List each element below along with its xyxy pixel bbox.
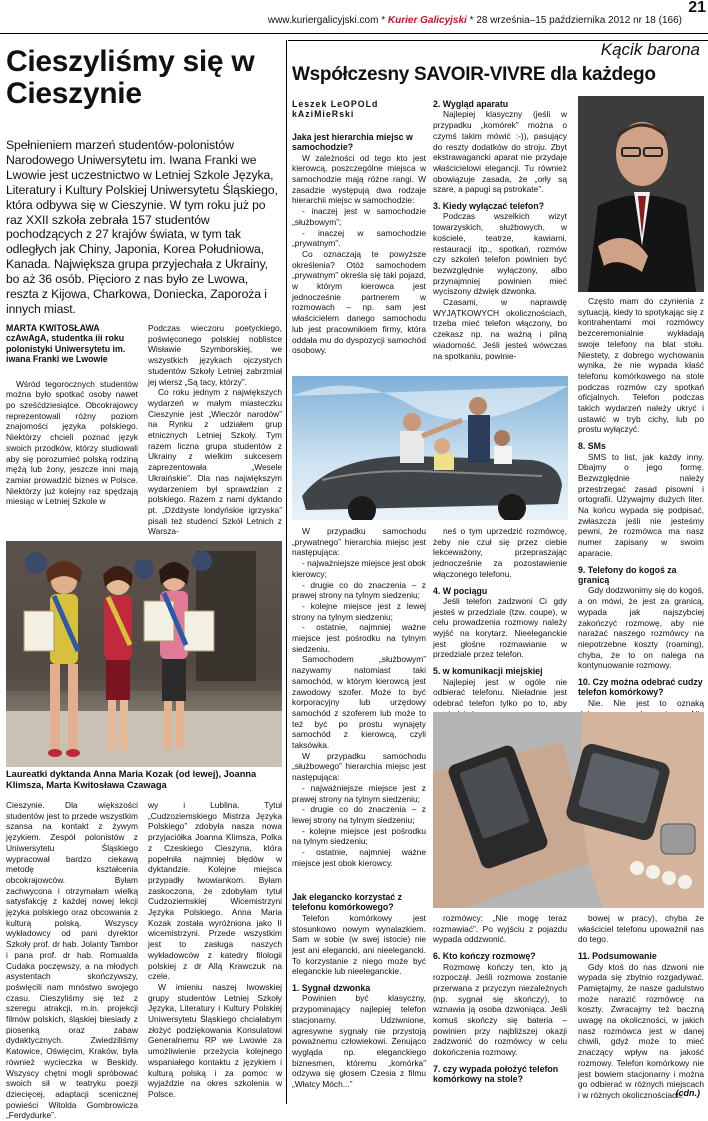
left-col2: [148, 323, 282, 537]
paragraph: Często mam do czynienia z sytuacją, kiedy to spotykając się z kontrahentami moi rozmówcy bezceremonialnie wykładają swoje telefony na blat stołu. Niestety, z dobrego wychowania wynika, że nie wypada kłaść telefonu komórkowego na stole podczas rozmów czy spotkań oficjalnych. Telefon podczas takich wydarzeń należy ukryć i ustawić w tryb cichy, lub po prostu wyłączyć.: [578, 296, 704, 435]
paragraph: Jeśli telefon zadzwoni Ci gdy jesteś w przedziale (tzw. coupe), w celu prowadzenia rozmowy należy wyjść na korytarz. Nieeleganckie jest głośne rozmawianie w przedziale przez telefon.: [433, 595, 567, 660]
paragraph: - kolejne miejsce jest pośrodku na tylnym siedzeniu;: [292, 825, 426, 847]
paragraph: Podczas wszelkich wizyt towarzyskich, służbowych, w kościele, teatrze, kawiarni, restauracji itp., spotkań, rozmów czy szkoleń telefon powinien być bezwzględnie wyłączony, albo przynajmniej powinien mieć wyciszony dźwięk dzwonka.: [433, 211, 567, 297]
paragraph: bowej w pracy), chyba że właściciel telefonu upoważnił nas do tego.: [578, 913, 704, 945]
subheading: 7. czy wypada położyć telefon komórkowy na stole?: [433, 1063, 559, 1085]
portrait-illustration: [578, 96, 704, 292]
left-col1-bottom: [6, 800, 138, 1121]
paragraph: Czasami, w naprawdę WYJĄTKOWYCH okolicznościach, trzeba mieć telefon włączony, bo czekasz np. na ważną i pilną wiadomość. Jeśli jesteś wówczas na spotkaniu, powinie-: [433, 297, 567, 361]
right-colA-top: [292, 99, 426, 356]
subheading: 3. Kiedy wyłączać telefon?: [433, 201, 544, 212]
paragraph: - najważniejsze miejsce jest obok kierowcy;: [292, 558, 426, 579]
paragraph: - drugie co do znaczenia – z prawej strony na tylnym siedzeniu;: [292, 579, 426, 601]
paragraph: neś o tym uprzedzić rozmówcę, żeby nie czuł się przez ciebie lekceważony, przepraszając jednocześnie za pozostawienie włączonego telefonu.: [433, 526, 567, 579]
running-header: [268, 15, 682, 26]
right-colB-mid: [433, 526, 567, 719]
paragraph: Najlepiej klasyczny (jeśli w przypadku „komórek” można o czymś takim mówić :-)), pasujący do reszty dodatków do stroju. Zbyt ekstrawagancki aparat nie przydaje właścicielowi elegancji. Tu również obowiązuje zasada, że „orły są szare, a papugi są pstrokate”.: [433, 109, 567, 195]
paragraph: - drugie co do znaczenia – z lewej strony na tylnym siedzeniu;: [292, 804, 426, 825]
author-name: MARTA KWITOSŁAWA: [6, 323, 100, 333]
paragraph: W przypadku samochodu „prywatnego” hierarchia miejsc jest następująca:: [292, 526, 426, 558]
subheading: 1. Sygnał dzwonka: [292, 983, 371, 994]
right-colB-bottom: [433, 913, 567, 1085]
subheading: 8. SMs: [578, 441, 606, 452]
sep: *: [381, 15, 386, 26]
subheading: 10. Czy można odebrać cudzy telefon komórkowy?: [578, 677, 703, 698]
students-photo: [6, 541, 282, 767]
paragraph: Gdy dodzwonimy się do kogoś, a on mówi, że jest za granicą, wypada jak najszybciej zakończyć rozmowę, aby nie narażać naszego rozmówcy na niepotrzebne koszty (roaming), chyba, że to on nalega na kontynuowanie rozmowy.: [578, 585, 704, 671]
paragraph: Nie. Nie jest to oznaką: [588, 697, 704, 708]
left-col1: [6, 323, 138, 507]
subheading: 4. W pociągu: [433, 585, 488, 596]
paragraph: - najważniejsze miejsce jest z prawej strony na tylnym siedzeniu;: [292, 782, 426, 804]
car-photo: [292, 376, 568, 520]
author-role: czAwAgA, studentka iii roku polonistyki Uniwersytetu im. iwana Franki we Lwowie: [6, 333, 126, 365]
paragraph: W zależności od tego kto jest kierowcą, poszczególne miejsca w samochodzie mają różne rangi. W zasadzie występują dwa rodzaje hierarchii miejsc w samochodzie:: [292, 152, 426, 206]
paragraph: Rozmowę kończy ten, kto ją rozpoczął. Jeśli rozmowa zostanie przerwana z przyczyn niezależnych (np. sygnał się skończy), to wznawia ją osoba dzwoniąca. Jeśli komuś skończy się bateria – powinien przy najbliższej okazji zadzwonić do rozmówcy w celu dokończenia rozmowy.: [433, 961, 567, 1058]
paper-name: Kurier Galicyjski: [387, 15, 467, 26]
paragraph: Gdy ktoś do nas dzwoni nie wypada się zbytnio rozgadywać. Pamiętajmy, że nasze gadulstwo może narazić rozmówcę na koszty. Zwracajmy też baczną uwagę na okoliczności, w jakich nasz rozmówca jest w danej chwili, gdyż może to mieć znaczący wpływ na jakość rozmowy. Telefon komórkowy nie jest bowiem stacjonarny i można go odbierać w różnych miejscach i w różnych okolicznościach.: [578, 961, 704, 1100]
right-headline: Współczesny SAVOIR-VIVRE dla każdego: [292, 64, 656, 85]
paragraph: - inaczej jest w samochodzie „służbowym”;: [292, 206, 426, 227]
author-1: Leszek LeOPOLd: [292, 99, 379, 109]
left-col2-bottom: [148, 800, 282, 1100]
right-colB-top: [433, 99, 567, 361]
paragraph: - ostatnie, najmniej ważne miejsce jest obok kierowcy.: [292, 847, 426, 868]
column-divider: [286, 40, 287, 1104]
page-number: 21: [688, 0, 706, 16]
site-url: www.kuriergalicyjski.com: [267, 15, 379, 26]
paragraph: Powinien być klasyczny, przypominający najlepiej telefon stacjonarny. Udziwnione, agresywne sygnały nie przystoją poważnemu człowiekowi. Żenująco wygląda np. eleganckiego biznesmen, któremu „komórka” odzywa się głosem Czesia z filmu „Włatcy Móch...”: [292, 993, 426, 1090]
section-label: Kącik barona: [600, 40, 700, 59]
paragraph: Wśród tegorocznych studentów można było spotkać osoby nawet po sześćdziesiątce. Obcokrajowcy reprezentowali różny poziom znajomości języka polskiego. Niektórzy chcieli poznać język swoich przodków, którzy studiowali aby się porozumieć polską rodziną mężą lub żony, jeszcze inni mają zamiar prowadzić biznes w Polsce. Niektórzy już kolejny raz spędzają miesiąc w Letniej Szkole w: [6, 378, 138, 507]
header-rule: [0, 33, 708, 34]
paragraph: Samochodem „służbowym” nazywamy natomiast taki samochód, w którym kierowcą jest zawodowy szofer. Może to być korporacyjny lub urzędowy samochód z szoferem lub może to też być po prostu wynajęty samochód z kierowcą, czyli taksówka.: [292, 654, 426, 751]
paragraph: Cieszynie. Dla większości studentów jest to przede wszystkim szansa na kontakt z żywym językiem. Zespół polonistów z Uniwersytetu Śląskiego wypracował bardzo ciekawą metodę kształcenia obcokrajowców. Byłam zachwycona i otrzymałam wielką satysfakcję z każdej nowej lekcji języka polskiego oraz obcowania z kulturą polską. Wszyscy wykładowcy od pani dyrektor Szkoły prof. dr hab. Jolanty Tambor i pana prof. dr hab. Romualda Cudaka poczęwszy, a na młodych asystentach skończywszy, poświęcili nam mnóstwo swojego czasu. Cieszyliśmy się też z szeregu atrakcji, m.in. projekcji filmów polskich, śląskiej biesiady z piosenką oraz zabaw dydaktycznych. Zwiedziliśmy Katowice, Oświęcim, Kraków, była również wycieczka w Beskidy. Wszyscy chętni mogli spróbować swoich sił w teatryku poezji dziecięcej, adaptacji scenicznej powieści Witolda Gombrowicza „Ferdydurke”.: [6, 800, 138, 1121]
paragraph: wy i Lublina. Tytuł „Cudzoziemskiego Mistrza Języka Polskiego” zdobyła nasza nowa przyjaciółka Joanna Klimsza, Polka z Czeskiego Cieszyna, która popełniła najmniej błędów w dyktandzie. Kolejne miejsca przypadły lwowiankom. Byłam zaskoczona, że zdobyłam tytuł Cudzoziemskiej Wicemistrzyni Języka Polskiego. Anna Maria Kozak została wyróżniona jako II wicemistrzyni. Przede wszystkim jest to zasługa naszych wykładowców z katedry filologii polskiej z dr Allą Krawczuk na czele.: [148, 800, 282, 982]
issue-info: 28 września–15 października 2012 nr 18 (166): [476, 15, 682, 26]
left-headline: Cieszyliśmy się w Cieszynie: [6, 45, 255, 110]
right-colC-bottom: [578, 913, 704, 1101]
right-colC: [578, 296, 704, 741]
paragraph: Telefon komórkowy jest stosunkowo nowym wynalazkiem. Sam w sobie (w swej istocie) nie jest ani elegancki, ani nieelegancki. To korzystanie z niego może być eleganckie lub nieeleganckie.: [292, 912, 426, 977]
paragraph: - inaczej w samochodzie „prywatnym”.: [292, 227, 426, 249]
sep: *: [469, 15, 474, 26]
paragraph: rozmówcy: „Nie mogę teraz rozmawiać”. Po wyjściu z pojazdu wypada oddzwonić.: [433, 913, 567, 945]
right-colA-mid: [292, 526, 426, 869]
subheading: 11. Podsumowanie: [578, 951, 657, 962]
phones-photo: [433, 712, 704, 908]
subheading: Jaka jest hierarchia miejsc w samochodzie?: [292, 131, 413, 153]
subheading: 2. Wygląd aparatu: [433, 99, 509, 109]
students-illustration: [6, 541, 282, 767]
right-colA-bottom: [292, 892, 426, 1090]
subheading: 6. Kto kończy rozmowę?: [433, 951, 536, 962]
paragraph: SMS to list, jak każdy inny. Dbajmy o jego formę. Bezwzględnie należy przestrzegać zasad pisowni i ortografii. Używajmy dużych liter. Na końcu wypada się podpisać, zwłaszcza jeśli nie jesteśmy pewni, że rozmówca ma nasz numer zapisany w swoim aparacie.: [578, 451, 704, 558]
subheading: 5. w komunikacji miejskiej: [433, 666, 543, 677]
continued-note: (cdn.): [675, 1088, 700, 1098]
subheading: 9. Telefony do kogoś za granicą: [578, 564, 677, 585]
phones-illustration: [433, 712, 704, 908]
left-lead: Spełnieniem marzeń studentów-polonistów Narodowego Uniwersytetu im. Iwana Franki we Lwowie jest uczestnictwo w Letniej Szkole Języka, Literatury i Kultury Polskiej Uniwersytetu Śląskiego, która odbywa się w Cieszynie. W tym roku już po raz XXII szkoła zebrała 157 studentów pochodzących z 27 krajów świata, w tym tak odległych jak Chiny, Japonia, Korea Południowa, Kanada. Największa grupa przyjechała z Ukrainy, bo aż 36 osób. Pięcioro z nas było ze Lwowa, reszta z Kijowa, Charkowa, Doniecka, Zaporoża i innych miast.: [6, 138, 278, 316]
photo-caption: Laureatki dyktanda Anna Maria Kozak (od lewej), Joanna Klimsza, Marta Kwitosława Czawaga: [6, 769, 257, 791]
author-portrait: [578, 96, 704, 292]
paragraph: Najlepiej jest w ogóle nie odbierać telefonu. Nieładnie jest odebrać telefon tylko po to, aby: [433, 676, 567, 708]
car-illustration: [292, 376, 568, 520]
subheading: Jak elegancko korzystać z telefonu komórkowego?: [292, 892, 403, 913]
paragraph: Co oznaczają te powyższe określenia? Otóż samochodem „prywatnym” określa się taki pojazd, w którym kierowca jest jednocześnie partnerem w rozmowach – np. sam jest właścicielem danego samochodu lub jest pracownikiem firmy, która oddała mu do dyspozycji samochód osobowy.: [292, 248, 426, 356]
paragraph: Co roku jednym z największych wydarzeń w małym miasteczku Cieszynie jest „Wieczór narodów” na Rynku z udziałem grup etnicznych Letniej Szkoły. Tym razem liczna grupa studentów z Ukrainy z wielkim sukcesem zaprezentowała „Wesele Ukraińskie”. Dla nas największym wydarzeniem był sprawdzian z polskiego. Razem z nami dyktando pt. „Dżdżyste londyńskie igrzyska” pisali też studenci Szkół Letnich z Warsza-: [148, 387, 282, 537]
paragraph: Podczas wieczoru poetyckiego, poświęconego polskiej noblistce Wisławie Szymborskiej, we wszystkich językach ojczystych studentów Szkoły Letniej zabrzmiał jej wiersz „Są tacy, którzy”.: [148, 323, 282, 387]
paragraph: - ostatnie, najmniej ważne miejsce jest pośrodku na tylnym siedzeniu.: [292, 622, 426, 654]
author-2: kAziMieRski: [292, 109, 355, 120]
paragraph: W imieniu naszej lwowskiej grupy studentów Letniej Szkoły Języka, Literatury i Kultury Polskiej Uniwersytetu Śląskiego chciałabym złożyć podziękowania Konsulatowi Generalnemu RP we Lwowie za umożliwienie przeżycia kolejnego wspaniałego kontaktu z językiem i kulturą polską i za pomoc w wyjaździe na okres szkolenia w Polsce.: [148, 981, 282, 1099]
paragraph: W przypadku samochodu „służbowego” hierarchia miejsc jest następująca:: [292, 750, 426, 783]
paragraph: - kolejne miejsce jest z lewej strony na tylnym siedzeniu;: [292, 600, 426, 622]
